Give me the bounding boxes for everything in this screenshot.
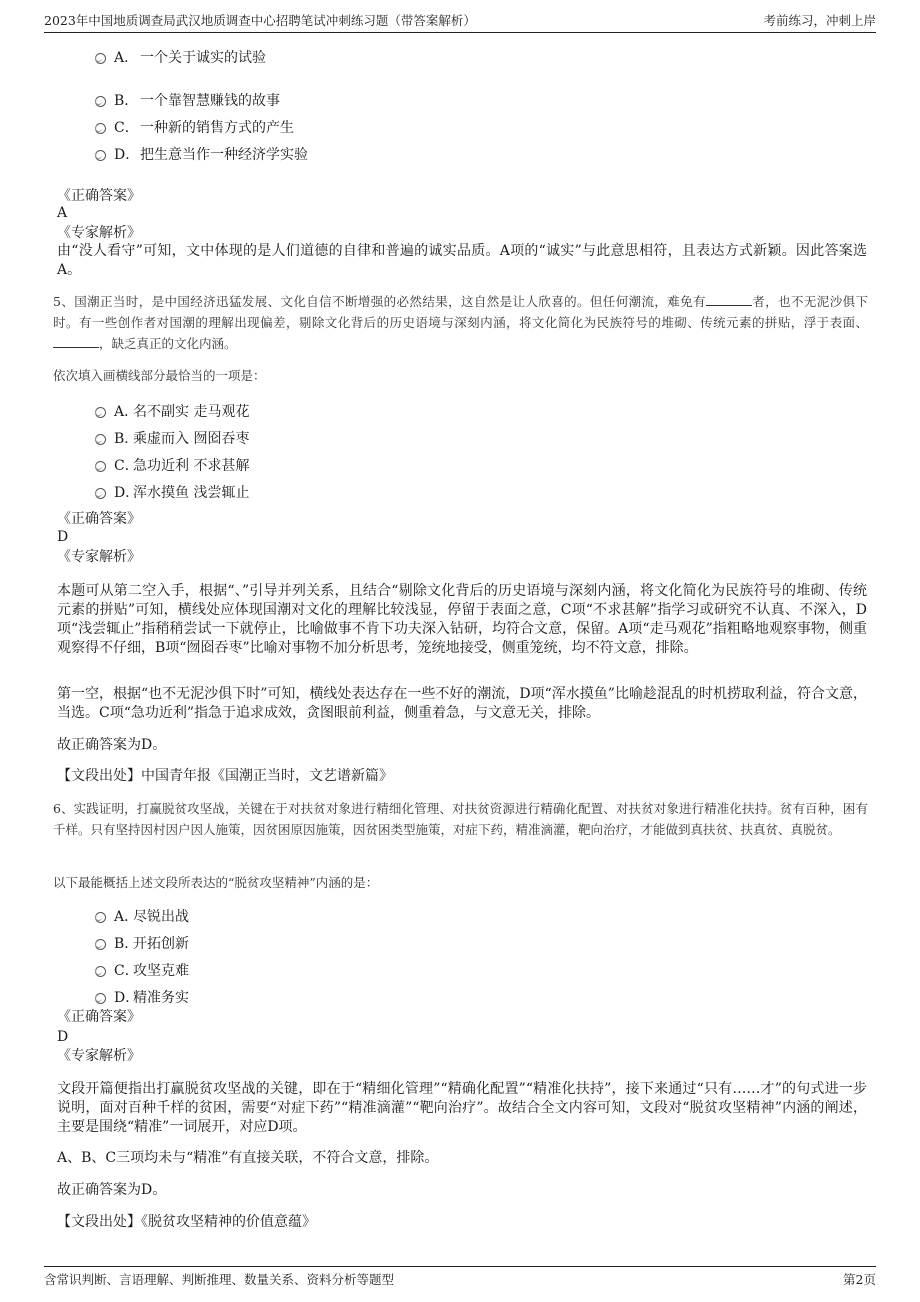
- q5-analysis-2: 第一空，根据“也不无泥沙俱下时”可知，横线处表达存在一些不好的潮流，D项“浑水摸鱼”比喻趁混乱的时机捞取利益，符合文意，当选。C项“急功近利”指急于追求成效，贪图眼前利益，侧重着急，与文意无关，排除。: [57, 686, 867, 721]
- radio-icon[interactable]: [95, 150, 106, 161]
- q6-analysis-label: 《专家解析》: [57, 1048, 141, 1064]
- header-slogan: 考前练习，冲刺上岸: [763, 13, 876, 28]
- q5-stem-part3: ，缺乏真正的文化内涵。: [99, 336, 237, 351]
- q5-stem-part1: 5、国潮正当时，是中国经济迅猛发展、文化自信不断增强的必然结果，这自然是让人欣喜的。但任何潮流，难免有: [53, 294, 706, 309]
- option-letter: C．: [114, 963, 139, 979]
- option-letter: C．: [114, 120, 139, 136]
- q6-answer-label: 《正确答案》: [57, 1009, 141, 1025]
- q5-source: 【文段出处】中国青年报《国潮正当时，文艺谱新篇》: [57, 768, 393, 784]
- option-text: 把生意当作一种经济学实验: [140, 147, 308, 163]
- radio-icon[interactable]: [95, 488, 106, 499]
- radio-icon[interactable]: [95, 939, 106, 950]
- option-text: 一个靠智慧赚钱的故事: [140, 93, 280, 109]
- q6-stem: 6、实践证明，打赢脱贫攻坚战，关键在于对扶贫对象进行精细化管理、对扶贫资源进行精确化配置、对扶贫对象进行精准化扶持。贫有百种，困有千样。只有坚持因村因户因人施策，因贫困原因施策，因贫困类型施策，对症下药，精准滴灌，靶向治疗，才能做到真扶贫、扶真贫、真脱贫。: [53, 801, 868, 837]
- q5-analysis-1: 本题可从第二空入手，根据“、”引导并列关系，且结合“剔除文化背后的历史语境与深刻内涵，将文化简化为民族符号的堆砌、传统元素的拼贴”可知，横线处应体现国潮对文化的理解比较浅显，停留于表面之意，C项“不求甚解”指学习或研究不认真、不深入，D项“浅尝辄止”指稍稍尝试一下就停止，比喻做事不肯下功夫深入钻研，均符合文意，保留。A项“走马观花”指粗略地观察事物，侧重观察得不仔细，B项“囫囵吞枣”比喻对事物不加分析思考，笼统地接受，侧重笼统，均不符文意，排除。: [57, 583, 867, 656]
- option-letter: B．: [114, 936, 139, 952]
- radio-icon[interactable]: [95, 407, 106, 418]
- q5-prompt: 依次填入画横线部分最恰当的一项是：: [53, 368, 266, 383]
- option-text: 名不副实 走马观花: [133, 404, 250, 420]
- q4-analysis-label: 《专家解析》: [57, 225, 141, 241]
- option-letter: B．: [114, 93, 139, 109]
- option-letter: D．: [114, 990, 140, 1006]
- q6-answer: D: [57, 1029, 69, 1045]
- q5-analysis-label: 《专家解析》: [57, 549, 141, 565]
- option-text: 精准务实: [133, 990, 189, 1006]
- q6-analysis-3: 故正确答案为D。: [57, 1182, 167, 1198]
- radio-icon[interactable]: [95, 96, 106, 107]
- q6-source: 【文段出处】《脱贫攻坚精神的价值意蕴》: [57, 1214, 316, 1230]
- option-letter: D．: [114, 147, 140, 163]
- q5-answer-label: 《正确答案》: [57, 511, 141, 527]
- fill-blank-1: [706, 293, 752, 306]
- radio-icon[interactable]: [95, 53, 106, 64]
- page-header: [44, 8, 876, 30]
- q6-analysis-2: A、B、C三项均未与“精准”有直接关联，不符合文意，排除。: [57, 1150, 439, 1166]
- q5-stem-part2: 者，也不无泥沙俱下时。有一些创作者对国潮的理解出现偏差，剔除文化背后的历史语境与深刻内涵，将文化简化为民族符号的堆砌、传统元素的拼贴，浮于表面、: [53, 294, 868, 330]
- option-text: 浑水摸鱼 浅尝辄止: [133, 485, 250, 501]
- radio-icon[interactable]: [95, 434, 106, 445]
- q6-analysis-1: 文段开篇便指出打赢脱贫攻坚战的关键，即在于“精细化管理”“精确化配置”“精准化扶持”，接下来通过“只有……才”的句式进一步说明，面对百种千样的贫困，需要“对症下药”“精准滴灌”“靶向治疗”。故结合全文内容可知，文段对“脱贫攻坚精神”内涵的阐述，主要是围绕“精准”一词展开，对应D项。: [57, 1081, 867, 1135]
- q5-answer: D: [57, 529, 69, 545]
- option-text: 乘虚而入 囫囵吞枣: [133, 431, 250, 447]
- header-divider: [44, 32, 876, 33]
- option-letter: D．: [114, 485, 140, 501]
- option-text: 尽锐出战: [133, 909, 189, 925]
- radio-icon[interactable]: [95, 966, 106, 977]
- option-text: 急功近利 不求甚解: [133, 458, 250, 474]
- fill-blank-2: [53, 335, 99, 348]
- header-title: 2023年中国地质调查局武汉地质调查中心招聘笔试冲刺练习题（带答案解析）: [44, 13, 476, 28]
- page-number: 第2页: [843, 1272, 876, 1287]
- q4-answer-label: 《正确答案》: [57, 188, 141, 204]
- radio-icon[interactable]: [95, 993, 106, 1004]
- q4-answer: A: [57, 205, 68, 221]
- q5-stem: [53, 291, 868, 354]
- option-text: 一种新的销售方式的产生: [140, 120, 294, 136]
- q6-prompt: 以下最能概括上述文段所表达的“脱贫攻坚精神”内涵的是：: [53, 875, 379, 890]
- option-letter: C．: [114, 458, 139, 474]
- option-letter: A．: [114, 909, 139, 925]
- q5-analysis-3: 故正确答案为D。: [57, 737, 167, 753]
- radio-icon[interactable]: [95, 461, 106, 472]
- radio-icon[interactable]: [95, 912, 106, 923]
- option-text: 开拓创新: [133, 936, 189, 952]
- option-text: 攻坚克难: [133, 963, 189, 979]
- option-letter: B．: [114, 431, 139, 447]
- q4-analysis: 由“没人看守”可知，文中体现的是人们道德的自律和普遍的诚实品质。A项的“诚实”与此意思相符，且表达方式新颖。因此答案选A。: [57, 243, 867, 278]
- radio-icon[interactable]: [95, 123, 106, 134]
- footer-note: 含常识判断、言语理解、判断推理、数量关系、资料分析等题型: [44, 1272, 395, 1287]
- option-text: 一个关于诚实的试验: [140, 50, 266, 66]
- option-letter: A．: [114, 404, 139, 420]
- footer-divider: [44, 1266, 876, 1267]
- option-letter: A．: [114, 50, 139, 66]
